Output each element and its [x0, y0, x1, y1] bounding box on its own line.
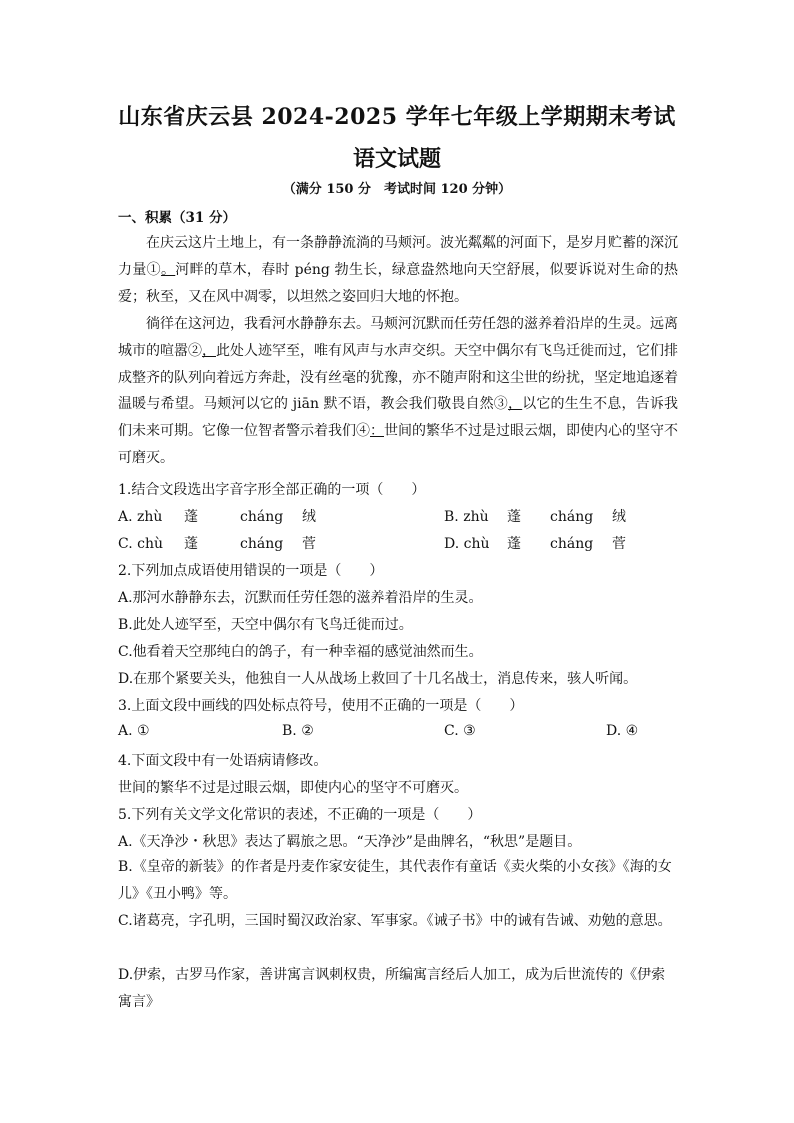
question-4-text: 世间的繁华不过是过眼云烟，即使内心的坚守不可磨灭。 [118, 780, 468, 796]
exam-note: （满分 150 分 考试时间 120 分钟） [282, 182, 512, 197]
option-pinyin: A. zhù [118, 509, 163, 525]
underlined-mark-2: ， [202, 342, 216, 359]
question-1-option-a [118, 506, 316, 526]
question-3-stem: 3.上面文段中画线的四处标点符号，使用不正确的一项是（ ） [118, 698, 524, 714]
passage-text: 在庆云这片土地上，有一条静静流淌的马颊河。波光粼粼的河面下，是岁月贮蓄的深沉力量① [118, 235, 678, 278]
question-5-stem: 5.下列有关文学文化常识的表述，不正确的一项是（ ） [118, 807, 482, 823]
question-4-stem: 4.下面文段中有一处语病请修改。 [118, 753, 328, 769]
option-char: 蓬 [507, 509, 521, 525]
question-5-option-d: D.伊索，古罗马作家，善讲寓言讽刺权贵，所编寓言经后人加工，成为后世流传的《伊索寓言》 [118, 967, 666, 1010]
question-2-option-c: C.他看着天空那纯白的鸽子，有一种幸福的感觉油然而生。 [118, 644, 483, 660]
question-3-option-d: D. ④ [606, 723, 639, 739]
section-heading: 一、积累（31 分） [118, 210, 236, 226]
option-pinyin: C. chù [118, 536, 163, 552]
passage-text: 河畔的草木，春时 péng 勃生长，绿意盎然地向天空舒展，似要诉说对生命的热爱；秋至，又在风中凋零，以坦然之姿回归大地的怀抱。 [118, 261, 679, 305]
option-char: 菅 [612, 536, 626, 552]
question-5-option-b: B.《皇帝的新装》的作者是丹麦作家安徒生，其代表作有童话《卖火柴的小女孩》《海的女儿》《丑小鸭》等。 [118, 859, 672, 902]
underlined-mark-1: 。 [160, 261, 176, 278]
option-char: 绒 [302, 509, 316, 525]
option-char: 绒 [612, 509, 626, 525]
question-5-option-c: C.诸葛亮，字孔明，三国时蜀汉政治家、军事家。《诫子书》中的诫有告诫、劝勉的意思。 [118, 913, 672, 929]
passage-text: 此处人迹罕至，唯有风声与水声交织。天空中偶尔有飞鸟迁徙而过，它们排成整齐的队列向着远方奔赴，没有丝毫的犹豫，亦不随声附和这尘世的纷扰，坚定地追逐着温暖与希望。马颊河以它的 jiān 默不语，教会我们敬畏自然③ [118, 342, 678, 413]
passage-paragraph-1 [118, 230, 678, 310]
question-1-option-c [118, 533, 316, 553]
question-2-stem: 2.下列加点成语使用错误的一项是（ ） [118, 563, 384, 579]
option-pinyin: cháng [240, 509, 284, 525]
option-pinyin: B. zhù [444, 509, 489, 525]
exam-title: 山东省庆云县 2024-2025 学年七年级上学期期末考试 [118, 104, 676, 130]
question-2-option-a: A.那河水静静东去，沉默而任劳任怨的滋养着沿岸的生灵。 [118, 590, 483, 606]
question-3-option-b: B. ② [282, 723, 314, 739]
option-char: 菅 [302, 536, 316, 552]
underlined-mark-4: ： [370, 423, 384, 440]
option-pinyin: cháng [550, 536, 594, 552]
underlined-mark-3: ， [508, 396, 523, 413]
passage-text: 以它的生生不息，告诉我们未来可期。它像一位智者警示着我们④ [118, 396, 679, 440]
question-3-option-c: C. ③ [444, 723, 476, 739]
option-pinyin: cháng [240, 536, 284, 552]
question-1-option-b [444, 506, 626, 526]
passage-paragraph-2 [118, 311, 678, 472]
question-5-option-a: A.《天净沙・秋思》表达了羁旅之思。“天净沙”是曲牌名，“秋思”是题目。 [118, 834, 582, 850]
question-1-stem: 1.结合文段选出字音字形全部正确的一项（ ） [118, 482, 426, 498]
question-2-option-d: D.在那个紧要关头，他独自一人从战场上救回了十几名战士，消息传来，骇人听闻。 [118, 671, 638, 687]
option-char: 蓬 [507, 536, 521, 552]
option-pinyin: cháng [550, 509, 594, 525]
passage-text: 世间的繁华不过是过眼云烟，即使内心的坚守不可磨灭。 [118, 423, 678, 466]
passage-text: 徜徉在这河边，我看河水静静东去。马颊河沉默而任劳任怨的滋养着沿岸的生灵。远离城市的喧嚣② [118, 316, 678, 359]
question-1-option-d [444, 533, 626, 553]
question-2-option-b: B.此处人迹罕至，天空中偶尔有飞鸟迁徙而过。 [118, 617, 413, 633]
option-pinyin: D. chù [444, 536, 490, 552]
option-char: 蓬 [184, 509, 198, 525]
option-char: 蓬 [184, 536, 198, 552]
question-3-option-a: A. ① [118, 723, 150, 739]
exam-subtitle: 语文试题 [352, 146, 441, 172]
